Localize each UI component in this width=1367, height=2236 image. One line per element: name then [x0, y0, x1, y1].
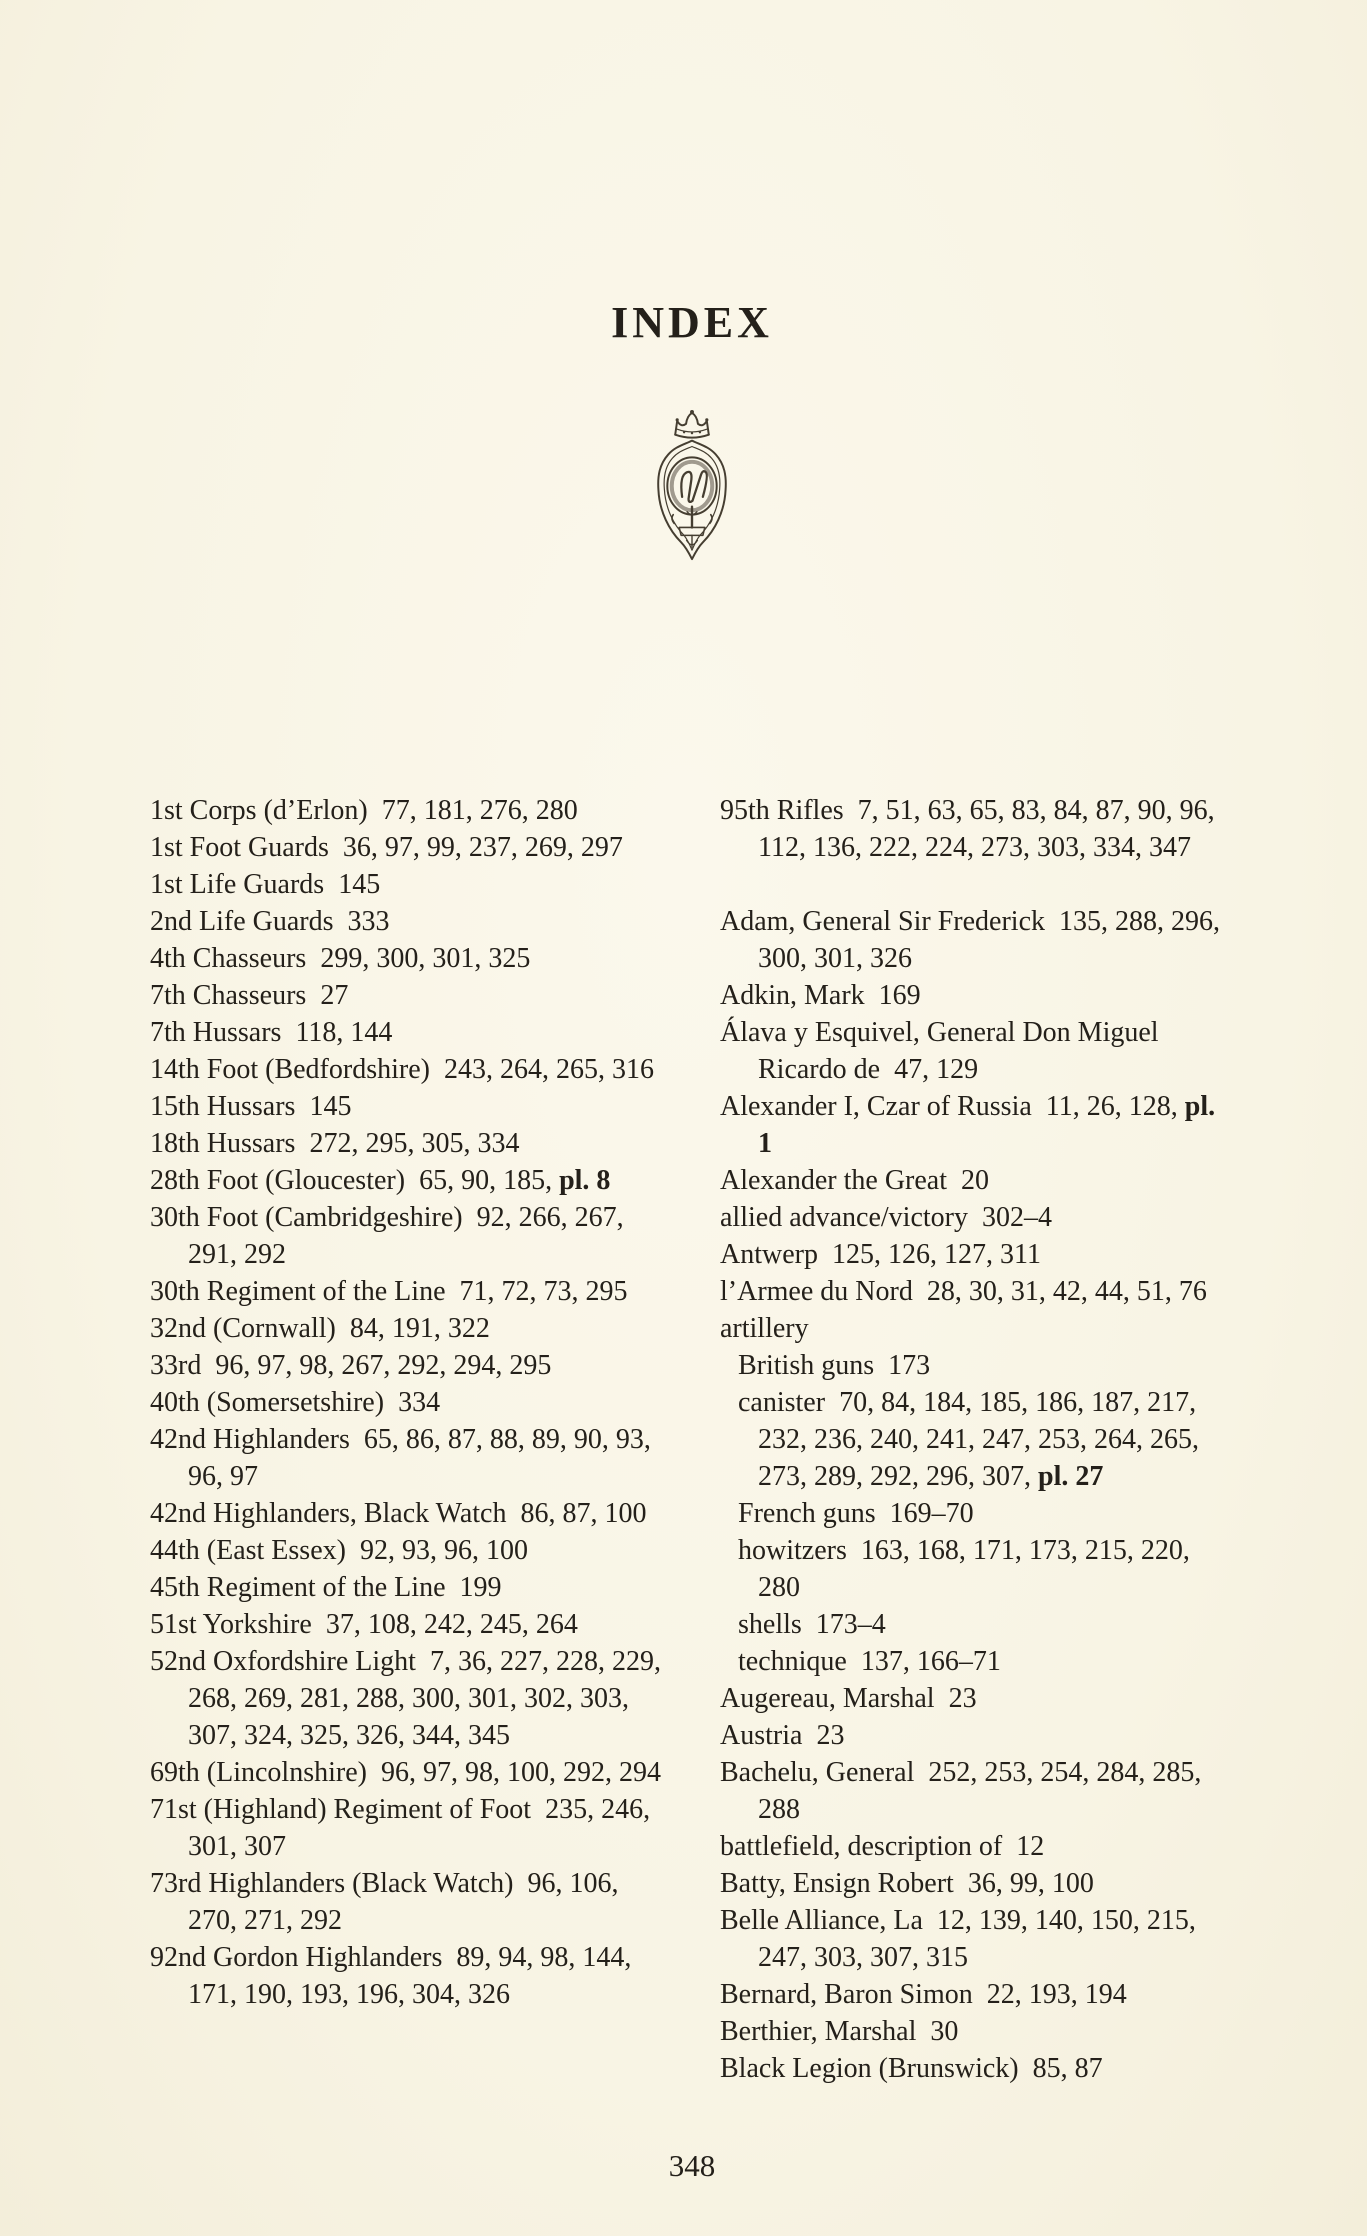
- index-term: 30th Regiment of the Line: [150, 1276, 446, 1307]
- index-entry: shells 173–4: [738, 1609, 886, 1640]
- index-entry: 51st Yorkshire 37, 108, 242, 245, 264: [150, 1609, 578, 1640]
- index-entry: technique 137, 166–71: [738, 1646, 1001, 1677]
- index-entry: 73rd Highlanders (Black Watch) 96, 106, 270, 271, 292: [150, 1868, 619, 1936]
- index-term: Adam, General Sir Frederick: [720, 906, 1045, 937]
- index-term: 42nd Highlanders: [150, 1424, 350, 1455]
- index-term: French guns: [738, 1498, 876, 1529]
- index-entry: 42nd Highlanders 65, 86, 87, 88, 89, 90, 93, 96, 97: [150, 1424, 651, 1492]
- index-term: Álava y Esquivel, General Don Miguel Ricardo de: [720, 1017, 1159, 1085]
- index-term: 45th Regiment of the Line: [150, 1572, 446, 1603]
- index-entry: 71st (Highland) Regiment of Foot 235, 246, 301, 307: [150, 1794, 651, 1862]
- index-entry: 1st Foot Guards 36, 97, 99, 237, 269, 297: [150, 832, 623, 863]
- index-entry: 7th Hussars 118, 144: [150, 1017, 393, 1048]
- index-term: allied advance/victory: [720, 1202, 968, 1233]
- index-entry: Belle Alliance, La 12, 139, 140, 150, 215, 247, 303, 307, 315: [720, 1905, 1196, 1973]
- index-term: howitzers: [738, 1535, 847, 1566]
- index-entry: Antwerp 125, 126, 127, 311: [720, 1239, 1041, 1270]
- index-entry: 4th Chasseurs 299, 300, 301, 325: [150, 943, 531, 974]
- index-entry: Adkin, Mark 169: [720, 980, 921, 1011]
- index-term: Alexander the Great: [720, 1165, 947, 1196]
- index-entry: 44th (East Essex) 92, 93, 96, 100: [150, 1535, 528, 1566]
- index-entry: 1st Corps (d’Erlon) 77, 181, 276, 280: [150, 795, 578, 826]
- page-number: 348: [668, 2148, 716, 2183]
- index-entry: 45th Regiment of the Line 199: [150, 1572, 502, 1603]
- index-entry: British guns 173: [738, 1350, 931, 1381]
- index-term: 7th Hussars: [150, 1017, 282, 1048]
- index-entry: canister 70, 84, 184, 185, 186, 187, 217, 232, 236, 240, 241, 247, 253, 264, 265, 273, 289, 292, 296, 307, pl. 27: [738, 1387, 1199, 1492]
- index-entry: French guns 169–70: [738, 1498, 974, 1529]
- index-term: 52nd Oxfordshire Light: [150, 1646, 416, 1677]
- index-entry: 28th Foot (Gloucester) 65, 90, 185, pl. 8: [150, 1165, 611, 1196]
- index-entry: 15th Hussars 145: [150, 1091, 352, 1122]
- index-entry: 18th Hussars 272, 295, 305, 334: [150, 1128, 520, 1159]
- index-term: Black Legion (Brunswick): [720, 2053, 1019, 2084]
- index-column-right: [720, 792, 1233, 2087]
- plate-reference: pl. 1: [758, 1091, 1216, 1159]
- crowned-monogram-crest-icon: [636, 408, 748, 564]
- index-entry: Bachelu, General 252, 253, 254, 284, 285, 288: [720, 1757, 1202, 1825]
- index-term: 95th Rifles: [720, 795, 844, 826]
- index-term: 4th Chasseurs: [150, 943, 307, 974]
- index-entry: howitzers 163, 168, 171, 173, 215, 220, 280: [738, 1535, 1190, 1603]
- index-term: Alexander I, Czar of Russia: [720, 1091, 1032, 1122]
- index-term: 32nd (Cornwall): [150, 1313, 336, 1344]
- index-term: Berthier, Marshal: [720, 2016, 917, 2047]
- index-entry: 40th (Somersetshire) 334: [150, 1387, 441, 1418]
- index-term: 18th Hussars: [150, 1128, 296, 1159]
- index-term: canister: [738, 1387, 826, 1418]
- index-term: Antwerp: [720, 1239, 818, 1270]
- index-term: 33rd: [150, 1350, 202, 1381]
- index-term: shells: [738, 1609, 802, 1640]
- index-term: 28th Foot (Gloucester): [150, 1165, 406, 1196]
- index-entry: [720, 1310, 1233, 1347]
- index-entry: Austria 23: [720, 1720, 845, 1751]
- index-entry: 69th (Lincolnshire) 96, 97, 98, 100, 292, 294: [150, 1757, 661, 1788]
- index-term: 14th Foot (Bedfordshire): [150, 1054, 430, 1085]
- index-term: 69th (Lincolnshire): [150, 1757, 367, 1788]
- index-term: Augereau, Marshal: [720, 1683, 935, 1714]
- index-entry: Berthier, Marshal 30: [720, 2016, 959, 2047]
- book-page: [150, 0, 1234, 2087]
- index-entry: 42nd Highlanders, Black Watch 86, 87, 100: [150, 1498, 647, 1529]
- index-entry: 2nd Life Guards 333: [150, 906, 390, 937]
- index-term: 73rd Highlanders (Black Watch): [150, 1868, 514, 1899]
- index-entry: Alexander I, Czar of Russia 11, 26, 128, pl. 1: [720, 1091, 1216, 1159]
- index-entry: l’Armee du Nord 28, 30, 31, 42, 44, 51, 76: [720, 1276, 1207, 1307]
- index-term: Batty, Ensign Robert: [720, 1868, 954, 1899]
- page-title: INDEX: [611, 298, 773, 347]
- index-term: 2nd Life Guards: [150, 906, 334, 937]
- index-entry: Batty, Ensign Robert 36, 99, 100: [720, 1868, 1094, 1899]
- index-term: l’Armee du Nord: [720, 1276, 913, 1307]
- index-term: Bachelu, General: [720, 1757, 915, 1788]
- index-entry: 1st Life Guards 145: [150, 869, 381, 900]
- index-term: artillery: [720, 1313, 809, 1344]
- index-entry: Álava y Esquivel, General Don Miguel Ricardo de 47, 129: [720, 1017, 1159, 1085]
- index-entry: battlefield, description of 12: [720, 1831, 1045, 1862]
- index-term: British guns: [738, 1350, 875, 1381]
- index-term: 40th (Somersetshire): [150, 1387, 385, 1418]
- index-term: 1st Life Guards: [150, 869, 325, 900]
- index-entry: 30th Regiment of the Line 71, 72, 73, 295: [150, 1276, 628, 1307]
- plate-reference: pl. 8: [559, 1165, 611, 1196]
- index-entry: Adam, General Sir Frederick 135, 288, 296, 300, 301, 326: [720, 906, 1220, 974]
- index-entry: Alexander the Great 20: [720, 1165, 989, 1196]
- index-term: 7th Chasseurs: [150, 980, 307, 1011]
- index-column-left: [150, 792, 663, 2087]
- index-entry: 7th Chasseurs 27: [150, 980, 349, 1011]
- index-entry: 33rd 96, 97, 98, 267, 292, 294, 295: [150, 1350, 552, 1381]
- index-entry: 95th Rifles 7, 51, 63, 65, 83, 84, 87, 90, 96, 112, 136, 222, 224, 273, 303, 334, 347: [720, 795, 1215, 863]
- plate-reference: pl. 27: [1038, 1461, 1104, 1492]
- index-term: 30th Foot (Cambridgeshire): [150, 1202, 463, 1233]
- index-term: 42nd Highlanders, Black Watch: [150, 1498, 507, 1529]
- index-entry: 52nd Oxfordshire Light 7, 36, 227, 228, 229, 268, 269, 281, 288, 300, 301, 302, 303, 307, 324, 325, 326, 344, 345: [150, 1646, 661, 1751]
- index-term: Austria: [720, 1720, 803, 1751]
- index-term: 15th Hussars: [150, 1091, 296, 1122]
- index-term: 1st Foot Guards: [150, 832, 329, 863]
- index-term: Belle Alliance, La: [720, 1905, 923, 1936]
- index-term: Adkin, Mark: [720, 980, 865, 1011]
- index-term: 1st Corps (d’Erlon): [150, 795, 368, 826]
- index-entry: 14th Foot (Bedfordshire) 243, 264, 265, 316: [150, 1054, 654, 1085]
- index-entry: Augereau, Marshal 23: [720, 1683, 977, 1714]
- index-columns: [150, 792, 1234, 2087]
- index-term: 92nd Gordon Highlanders: [150, 1942, 443, 1973]
- index-term: battlefield, description of: [720, 1831, 1003, 1862]
- index-entry: allied advance/victory 302–4: [720, 1202, 1052, 1233]
- index-term: 51st Yorkshire: [150, 1609, 312, 1640]
- index-entry: 92nd Gordon Highlanders 89, 94, 98, 144, 171, 190, 193, 196, 304, 326: [150, 1942, 632, 2010]
- index-entry: 32nd (Cornwall) 84, 191, 322: [150, 1313, 490, 1344]
- index-term: Bernard, Baron Simon: [720, 1979, 973, 2010]
- index-term: technique: [738, 1646, 847, 1677]
- index-term: 71st (Highland) Regiment of Foot: [150, 1794, 532, 1825]
- index-entry: 30th Foot (Cambridgeshire) 92, 266, 267, 291, 292: [150, 1202, 624, 1270]
- index-entry: Black Legion (Brunswick) 85, 87: [720, 2053, 1103, 2084]
- index-entry: Bernard, Baron Simon 22, 193, 194: [720, 1979, 1127, 2010]
- index-term: 44th (East Essex): [150, 1535, 346, 1566]
